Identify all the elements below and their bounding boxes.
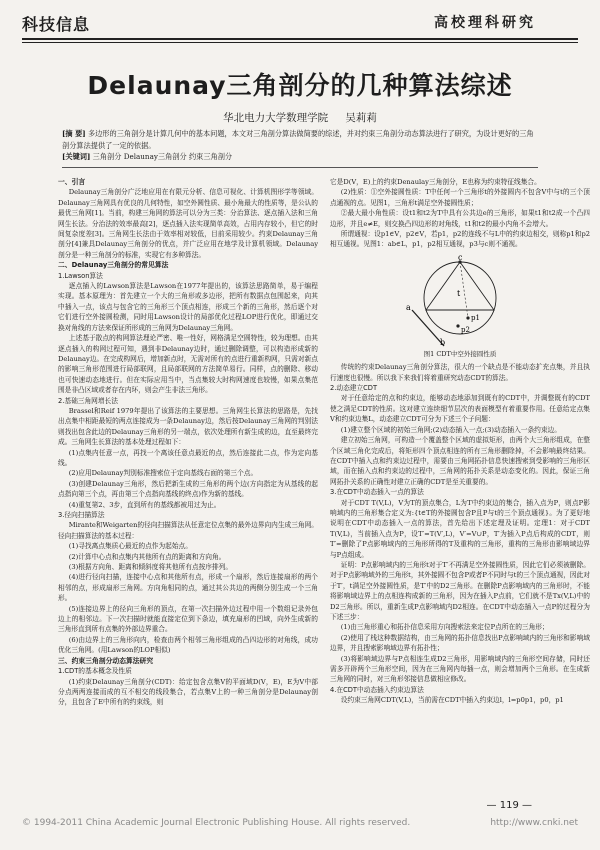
paragraph: 它是D(V，E)上的约束Denaulay三角剖分，E也称为约束特征线集合。 (330, 178, 541, 186)
copyright-notice: © 1994-2011 China Academic Journal Electronic Publishing House. All rights reserved. (22, 818, 411, 828)
abstract (62, 128, 538, 151)
section-name: 高校理科研究 (434, 15, 536, 31)
section-heading: 4.在CDT中动态插入约束边算法 (330, 685, 424, 694)
header-rule (22, 38, 578, 40)
section-heading: 2.基础三角网增长法 (58, 396, 118, 405)
paragraph: (2)应用Delaunay判别标准搜索位于定向基线右面的第三个点。 (68, 469, 258, 478)
point-p2 (456, 324, 459, 327)
paragraph: (1)寻找离点集质心最近的点作为起始点。 (68, 542, 192, 551)
paragraph: (4)重复第2、3步，直到所有的基线都被用过为止。 (68, 500, 221, 509)
paragraph: 证明：P点影响域内的三角形t对于T′不再满足空外接圆性质，因此它们必须被删除。对于P点影响域外的三角形t，其外接圆不包含P或者P不同时与t的三个顶点通视，因此对于T′，t满足空外接圆性质，是T′中的D2三角形。在删除P点影响域内的三角形时，不能将影响域边界上的点相连构成新的三角形，因为在插入P点前，它们就不是Tx(V,L)中的D2三角形。所以，重新生成P点影响域内D2相连。在CDT中动态插入一点P的过程分为下述三步： (330, 560, 590, 621)
paragraph: (4)进行径向扫描，连接中心点和其他所有点，形成一个扇形，然后连接扇形的两个相邻的点，形成扇形三角网。方向角相同的点，通过其公共边的两侧分别生成一个三角形。 (58, 573, 318, 603)
abstract-block (62, 128, 538, 163)
paragraph: (3)创建Delaunay三角形，然后把新生成的三角形的两个边(方向指定为从基线的起点指向第三个点，再由第三个点指向基线的终点)作为新的基线。 (58, 479, 318, 499)
keywords-text: 三角剖分 Delaunay三角剖分 约束三角剖分 (92, 152, 233, 161)
header-rule-thin (22, 42, 578, 43)
paragraph: Brassel和Reif 1979年提出了该算法的主要思想。三角网生长算法的思路是，先找出点集中相距最短的两点连接成为一条Delaunay边，然后按Delaunay三角网的判别法则找出包含此边的Delaunay三角形的另一端点，依次处理所有新生成的边，直至最终完成。三角网生长算法的基本处理过程如下： (58, 406, 318, 447)
paragraph: (2)计算中心点和点集内其他所有点的距离和方向角。 (68, 552, 226, 561)
figure-caption: 图1 CDT中空外接圆性质 (423, 349, 497, 358)
figure-1 (330, 252, 590, 359)
label-p2: p2 (461, 325, 470, 334)
label-c: c (458, 252, 463, 262)
abstract-label: [摘 要] (62, 129, 86, 138)
paragraph: (2)使用了栈这种数据结构，由三角网的拓扑信息找出P点影响域内的三角形和影响域边界，并且搜索影响域边界有拓扑性； (330, 633, 590, 653)
keywords-label: [关键词] (62, 152, 91, 161)
paragraph: ②最大最小角性质：设t1和t2为T中具有公共边e的三角形，如果t1和t2成一个凸四边形，并且e≠E，则交换凸四边形的对角线，t1和t2的最小内角不会增大。 (330, 209, 590, 228)
journal-name: 科技信息 (22, 15, 91, 34)
paragraph: Mirante和Weigarten的径向扫描算法从任意定位点集的最外边界向内生成三角网。径向扫描算法的基本过程： (58, 521, 318, 540)
author-line (0, 110, 600, 125)
section-heading: 3.在CDT中动态插入一点的算法 (330, 488, 424, 497)
keywords (62, 151, 538, 163)
abstract-text: 多边形的三角剖分是计算几何中的基本问题，本文对三角剖分算法做简要的综述，并对约束三角剖分动态算法进行了研究，为设计更好的三角剖分算法提供了一定的依据。 (62, 129, 534, 150)
paragraph: (2)性质：①空外接圆性质：T中任何一个三角形t的外接圆内不包含V中与t的三个顶点通视的点。见图1，三角形t满足空外接圆性质； (330, 188, 590, 207)
author-name: 吴莉莉 (345, 112, 377, 124)
label-p1: p1 (471, 313, 480, 322)
section-heading: 二、Delaunay三角剖分的常见算法 (58, 261, 169, 270)
point-p1 (466, 316, 469, 319)
right-column-bottom (330, 362, 590, 705)
cnki-url: http://www.cnki.net (490, 818, 578, 828)
section-heading: 1.Lawson算法 (58, 271, 103, 280)
paragraph: 设约束三角网CDT(V,L)，当前需在CDT中插入约束边l，l=p0p1，p0，p1 (340, 696, 564, 705)
right-column (330, 177, 590, 797)
section-heading: 三、约束三角剖分动态算法研究 (58, 656, 154, 665)
paragraph: 所谓通视：设p1∈V，p2∈V，若p1，p2的连线不与L中的约束边相交，则称p1和p2相互通视。见图1：ab∈L，p1，p2相互通视，p3与c则不通视。 (330, 230, 590, 249)
left-column (58, 177, 318, 797)
paragraph: (1)由三角形重心和拓扑信息采用方向搜索法来定位P点所在的三角形； (340, 623, 549, 632)
paragraph: (1)点集内任意一点，再找一个离该任意点最近的点，然后连接此二点，作为定向基线。 (58, 448, 318, 467)
label-a: a (406, 302, 411, 312)
paragraph: (3)将影响域边界与P点相连生成D2三角形，用影响域内的三角形空间存储，同时还需多开辟两个三角形空间，因为在三角网内每插一点，则会增加两个三角形。在生成新三角网的同时，对三角形邻接信息做相应修改。 (330, 654, 590, 684)
author-affiliation: 华北电力大学数理学院 (223, 112, 329, 124)
paragraph: Delaunay三角剖分广泛地应用在有限元分析、信息可视化、计算机图形学等领域。Delaunay三角网具有优良的几何特性，如空外圆性质、最小角最大的性质等，是公认的最优三角网[1]。当前，构建三角网的算法可以分为三类：分治算法、逐点插入法和三角网生长法。分治法的效率最高[2]，逐点插入法实现简单高效，占用内存较小，但它的时间复杂度差[3]。三角网生长法由于效率相对较低，目前采用较少。约束Delaunay三角剖分[4]兼具Delaunay三角剖分的优点，并广泛应用在地学及计算机领域。Delaunay剖分是一种三角剖分的标准，实现它有多种算法。 (58, 188, 318, 259)
paragraph: 对于任意给定的点和约束边，能够动态地添加到既有的CDT中，并调整既有的CDT使之满足CDT的性质。这对建立连续细节层次的表面模型有着重要作用。任意给定点集V和约束边集L，动态建立CDT可分为下述三个子问题： (330, 394, 590, 424)
paragraph: 上述基于散点的构网算法理论严密、唯一性好，网格满足空圆特性，较为理想。由其逐点插入的构网过程可知，遇到非Delaunay边时，通过删除调整，可以构造形成新的Delaunay边。在完成构网后，增加新点时，无需对所有的点进行重新构网，只需对新点的影响三角形范围进行局部联网，且局部联网的方法简单易行。同样，点的删除、移动也可快速动态地进行。但在实际应用当中，当点集较大时构网速度也较慢，如果点集范围是非凸区域或者存在内环，则会产生非法三角形。 (58, 334, 318, 395)
page-number: — 119 — (486, 800, 532, 811)
paragraph: 传统的约束Delaunay三角剖分算法，很大的一个缺点是不能动态扩充点集，并且执行速度也很慢。所以我下来我们将着重研究动态CDT的算法。 (330, 363, 590, 382)
section-heading: 2.动态建立CDT (330, 384, 378, 393)
section-heading: 3.径向扫描算法 (58, 511, 105, 519)
paragraph: 对于CDT T(V,L)，V为T的顶点集合，L为T中约束边的集合，插入点为P，则点P影响域内的三角形集合定义为:{t∈T的外接圆包含P且P与t的三个顶点通视}。为了更好地说明在CDT中动态插入一点的算法，首先给出下述定理及证明。定理1：对于CDT T(V,L)，当前插入点为P，设T′=T(V′,L)，V′=V∪P，T′为插入P点后构成的CDT，则T′=删除了P点影响域内的三角形所得的T及重构的三角形，重构的三角形由影响域边界与P点组成。 (330, 498, 590, 559)
label-t: t (457, 288, 461, 298)
paragraph: (1)建立整个区域的初始三角网;(2)动态插入一点;(3)动态插入一条约束边。 (340, 425, 561, 434)
cdt-diagram (400, 252, 520, 348)
right-column-top (330, 177, 590, 250)
paragraph: 建立初始三角网，可构造一个覆盖整个区域的虚拟矩形，由两个大三角形组成，在整个区域三角化完成后，将矩形四个顶点相连的所有三角形删除掉，不会影响最终结果。在CDT中插入点和约束边过程中，需要由三角网拓扑信息快速搜索到受影响的三角形区域，而在插入点和约束边的过程中，三角网的拓扑关系是动态变化的。因此，保证三角网拓扑关系的正确性对建立正确的CDT是至关重要的。 (330, 436, 590, 486)
page-header (22, 8, 578, 48)
abstract-rule (62, 167, 538, 168)
paragraph: 逐点插入的Lawson算法是Lawson在1977年提出的，该算法思路简单，易于编程实现。基本原理为：首先建立一个大的三角形或多边形，把所有数据点包围起来，向其中插入一点，该点与包含它的三角形三个顶点相连，形成三个新的三角形，然后逐个对它们进行空外接圆检测，同时用Lawson设计的局部优化过程LOP进行优化，即通过交换对角线的方法来保证所形成的三角网为Delaunay三角网。 (58, 282, 318, 332)
page-footer (22, 800, 578, 836)
section-heading: 1.CDT的基本概念及性质 (58, 667, 132, 676)
paragraph: (3)根据方向角、距离和倾斜度将其他所有点按序排列。 (68, 563, 233, 572)
label-b: b (440, 337, 446, 347)
article-title: Delaunay三角剖分的几种算法综述 (87, 71, 513, 100)
section-heading: 一、引言 (58, 178, 86, 186)
paragraph: (1)约束Delaunay三角剖分(CDT)：给定包含点集V的平面域D(V，E)，E为V中部分点两两连接而成的互不相交的线段集合，若点集V上的一种三角剖分是Delaunay剖分，且包含了E中所有的约束线，则 (58, 677, 318, 707)
triangle-t (426, 262, 494, 310)
paragraph: (6)由边界上的三角形向内，检查由两个相邻三角形组成的凸四边形的对角线，成功优化三角网。(用Lawson的LOP相似) (58, 635, 318, 655)
paragraph: (5)连接边界上的径向三角形的顶点，在第一次扫描外边过程中用一个数组记录外包边上的相邻边。下一次扫描时就能直接定位到下条边，填充扇形的凹域，向外生成新的三角形直到所有点集的外部边界重合。 (58, 604, 318, 634)
